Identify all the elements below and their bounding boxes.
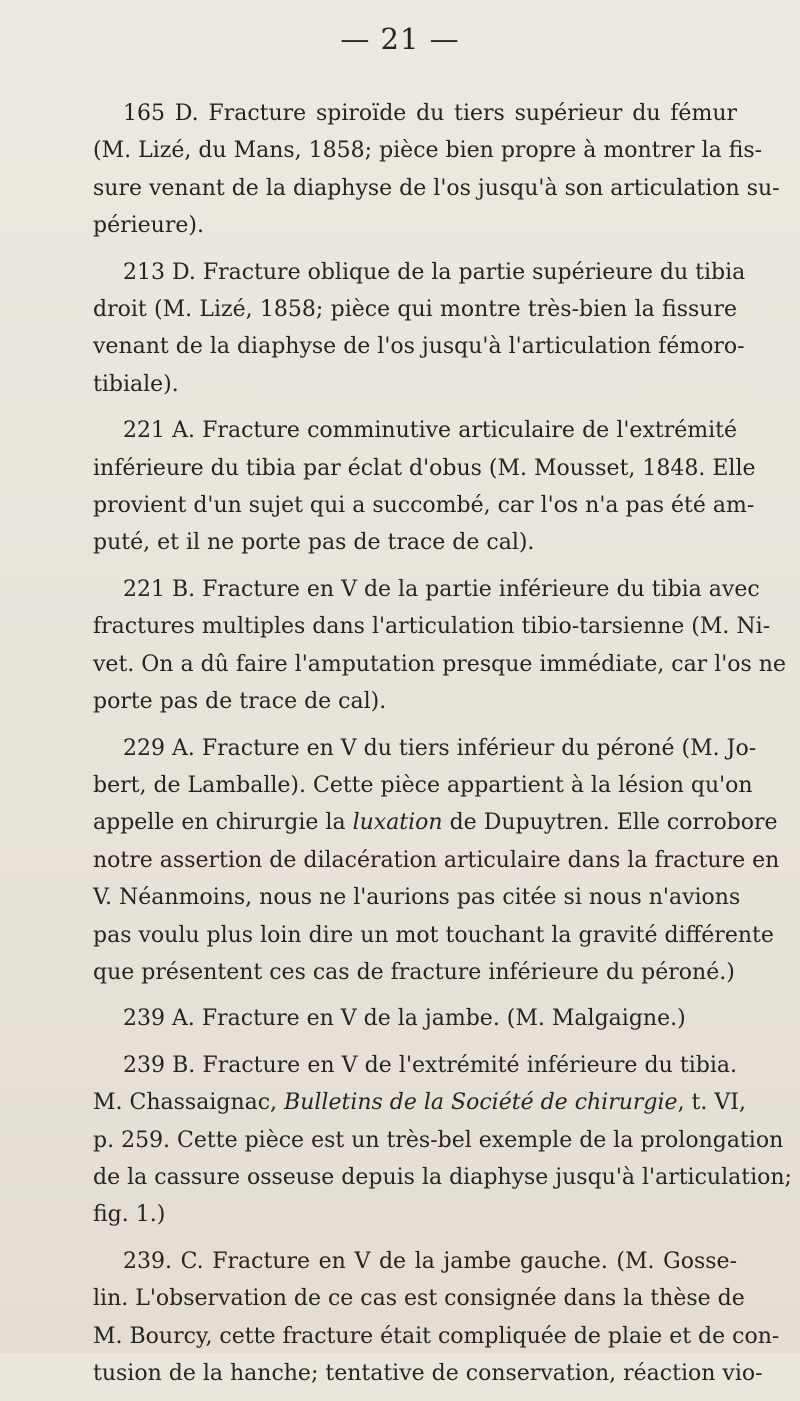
text-line: notre assertion de dilacération articulaire dans la fracture en <box>93 847 780 873</box>
text-line: V. Néanmoins, nous ne l'aurions pas citée si nous n'avions <box>93 885 741 911</box>
text-line: M. Bourcy, cette fracture était compliquée de plaie et de con- <box>93 1323 780 1349</box>
text-line: 165 D. Fracture spiroïde du tiers supérieur du fémur <box>123 101 737 126</box>
text-line: périeure). <box>93 213 204 239</box>
text-line: vet. On a dû faire l'amputation presque immédiate, car l'os ne <box>93 651 786 677</box>
text-line: fractures multiples dans l'articulation tibio-tarsienne (M. Ni- <box>93 614 771 640</box>
text-line: que présentent ces cas de fracture inférieure du péroné.) <box>93 959 735 985</box>
catalogue-entry <box>93 95 780 245</box>
text-line: 213 D. Fracture oblique de la partie supérieure du tibia <box>123 259 746 285</box>
text-line: venant de la diaphyse de l'os jusqu'à l'articulation fémoro- <box>93 334 745 360</box>
text-line: (M. Lizé, du Mans, 1858; pièce bien propre à montrer la fis- <box>93 138 763 164</box>
text-line: tusion de la hanche; tentative de conservation, réaction vio- <box>93 1361 763 1386</box>
text-line: bert, de Lamballe). Cette pièce appartient à la lésion qu'on <box>93 772 753 798</box>
text-line: p. 259. Cette pièce est un très-bel exemple de la prolongation <box>93 1127 784 1153</box>
catalogue-entry <box>93 1243 780 1393</box>
text-line: droit (M. Lizé, 1858; pièce qui montre très-bien la fissure <box>93 297 737 323</box>
catalogue-entry <box>93 254 746 404</box>
text-line: 229 A. Fracture en V du tiers inférieur du péroné (M. Jo- <box>123 735 757 761</box>
text-line: 239 B. Fracture en V de l'extrémité inférieure du tibia. <box>123 1052 737 1078</box>
page-number: — 21 — <box>340 22 460 56</box>
catalogue-entry <box>93 1000 737 1037</box>
text-line: puté, et il ne porte pas de trace de cal). <box>93 530 535 556</box>
text-line: tibiale). <box>93 371 179 397</box>
body-text <box>93 95 792 1401</box>
text-line: 239. C. Fracture en V de la jambe gauche. (M. Gosse- <box>123 1248 737 1274</box>
text-line: provient d'un sujet qui a succombé, car l'os n'a pas été am- <box>93 493 755 519</box>
text-line: inférieure du tibia par éclat d'obus (M. Mousset, 1848. Elle <box>93 455 756 481</box>
catalogue-entry <box>93 1047 792 1234</box>
text-line: sure venant de la diaphyse de l'os jusqu'à son articulation su- <box>93 175 780 201</box>
text-line: 221 A. Fracture comminutive articulaire de l'extrémité <box>123 418 737 444</box>
text-line: M. Chassaignac, Bulletins de la Société de chirurgie, t. VI, <box>93 1090 746 1116</box>
text-line: fig. 1.) <box>93 1202 166 1228</box>
text-line: 221 B. Fracture en V de la partie inférieure du tibia avec <box>123 576 760 602</box>
text-line: porte pas de trace de cal). <box>93 689 387 715</box>
catalogue-entry <box>93 571 786 721</box>
catalogue-entry <box>93 412 756 562</box>
text-line: lin. L'observation de ce cas est consignée dans la thèse de <box>93 1286 745 1312</box>
text-line: 239 A. Fracture en V de la jambe. (M. Malgaigne.) <box>123 1006 686 1032</box>
catalogue-entry <box>93 730 780 992</box>
text-line: de la cassure osseuse depuis la diaphyse jusqu'à l'articulation; <box>93 1164 792 1190</box>
text-line: appelle en chirurgie la luxation de Dupuytren. Elle corrobore <box>93 810 778 836</box>
text-line: pas voulu plus loin dire un mot touchant la gravité différente <box>93 922 774 948</box>
